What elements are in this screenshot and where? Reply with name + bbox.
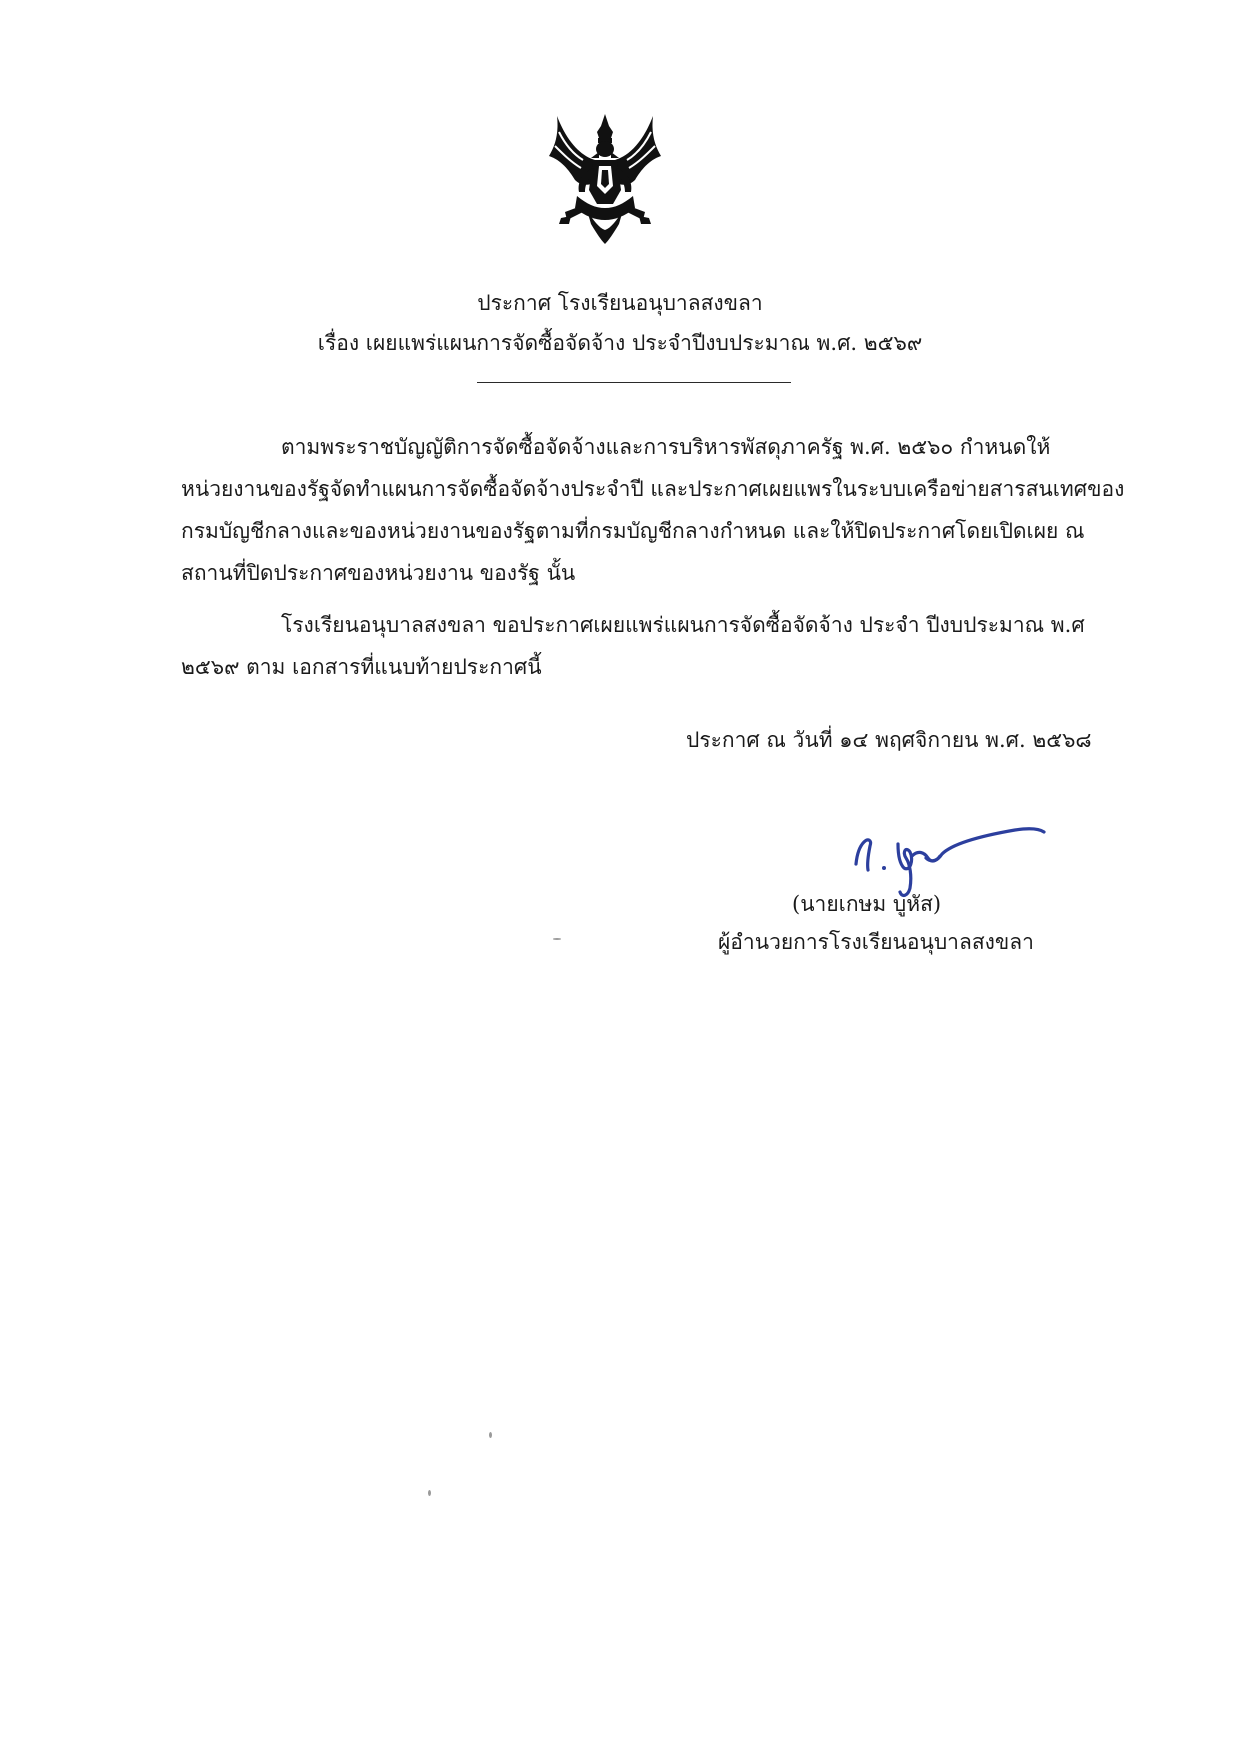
paragraph-1-line: ตามพระราชบัญญัติการจัดซื้อจัดจ้างและการบริหารพัสดุภาครัฐ พ.ศ. ๒๕๖๐ กำหนดให้ [281,435,1051,459]
announcement-subject: เรื่อง เผยแพร่แผนการจัดซื้อจัดจ้าง ประจำปีงบประมาณ พ.ศ. ๒๕๖๙ [317,331,923,355]
signer-name: (นายเกษม บูหัส) [792,892,942,916]
paragraph-2-line: โรงเรียนอนุบาลสงขลา ขอประกาศเผยแพร่แผนการจัดซื้อจัดจ้าง ประจำ ปีงบประมาณ พ.ศ [281,613,1085,637]
scan-speck [489,1432,492,1438]
scan-speck [428,1490,431,1496]
paragraph-2-line: ๒๕๖๙ ตาม เอกสารที่แนบท้ายประกาศนี้ [181,655,542,679]
announcement-date: ประกาศ ณ วันที่ ๑๔ พฤศจิกายน พ.ศ. ๒๕๖๘ [686,728,1092,752]
scan-speck [553,938,561,940]
body-paragraph-1 [181,426,1125,594]
paragraph-1-line: สถานที่ปิดประกาศของหน่วยงาน ของรัฐ นั้น [181,561,576,585]
title-divider [477,382,791,383]
body-paragraph-2 [181,604,1085,688]
signer-position: ผู้อำนวยการโรงเรียนอนุบาลสงขลา [718,930,1034,954]
title-block [0,283,1240,363]
announcement-title: ประกาศ โรงเรียนอนุบาลสงขลา [477,291,763,315]
paragraph-1-line: หน่วยงานของรัฐจัดทำแผนการจัดซื้อจัดจ้างประจำปี และประกาศเผยแพรในระบบเครือข่ายสารสนเทศของ [181,477,1125,501]
garuda-emblem-icon [547,112,663,248]
paragraph-1-line: กรมบัญชีกลางและของหน่วยงานของรัฐตามที่กรมบัญชีกลางกำหนด และให้ปิดประกาศโดยเปิดเผย ณ [181,519,1085,543]
